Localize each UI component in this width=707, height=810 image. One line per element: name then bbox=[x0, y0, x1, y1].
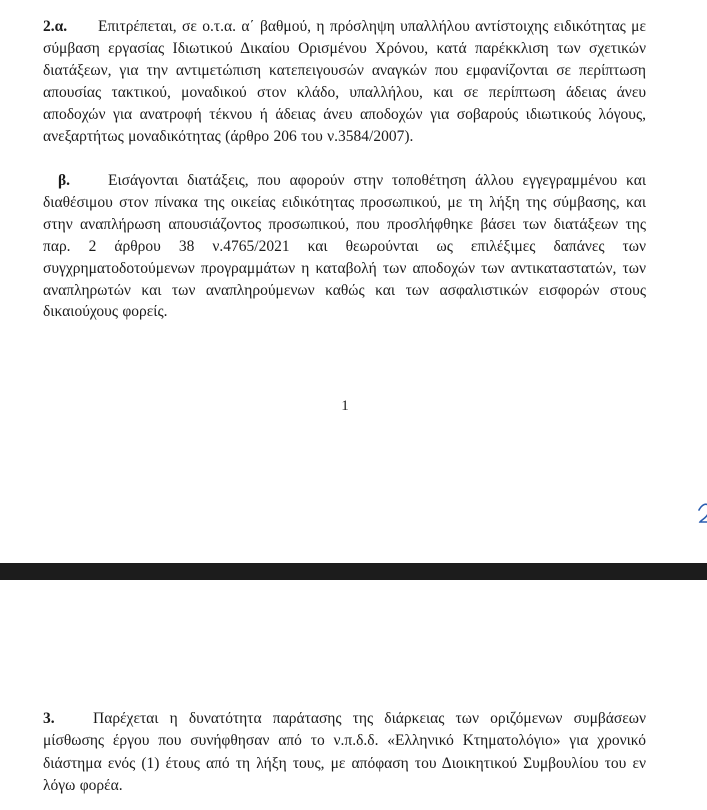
paragraph-text-3: Παρέχεται η δυνατότητα παράτασης της διάρκειας των οριζόμενων συμβάσεων μίσθωσης έργου που συνήφθησαν από το ν.π.δ.δ. «Ελληνικό Κτηματολόγιο» για χρονικό διάστημα ενός (1) έτους από τη λήξη τους, με απόφαση του Διοικητικού Συμβουλίου του εν λόγω φορέα. bbox=[43, 710, 646, 794]
document-page-2 bbox=[0, 580, 707, 810]
paragraph-number-2a: 2.α. bbox=[43, 18, 68, 35]
handwritten-margin-mark-icon bbox=[697, 496, 707, 526]
paragraph-text-b: Εισάγονται διατάξεις, που αφορούν στην τοποθέτηση άλλου εγγεγραμμένου και διαθέσιμου στον πίνακα της οικείας ειδικότητας προσωπικού, με τη λήξη της σύμβασης, και στην αναπλήρωση απουσιάζοντος προσωπικού, που προσλήφθηκε βάσει των διατάξεων της παρ. 2 άρθρου 38 ν.4765/2021 και θεωρούνται ως επιλέξιμες δαπάνες των συγχρηματοδοτούμενων προγραμμάτων η καταβολή των αποδοχών των αντικαταστατών, των αναπληρωτών και των αναπληρούμενων καθώς και των ασφαλιστικών εισφορών στους δικαιούχους φορείς. bbox=[43, 172, 646, 321]
paragraph-number-b: β. bbox=[58, 172, 71, 189]
page-number: 1 bbox=[341, 398, 349, 414]
paragraph-3 bbox=[43, 708, 646, 797]
paragraph-number-3: 3. bbox=[43, 710, 55, 727]
paragraph-2a bbox=[43, 16, 646, 147]
paragraph-text-2a: Επιτρέπεται, σε ο.τ.α. α΄ βαθμού, η πρόσληψη υπαλλήλου αντίστοιχης ειδικότητας με σύμβαση εργασίας Ιδιωτικού Δικαίου Ορισμένου Χρόνου, κατά παρέκκλιση των σχετικών διατάξεων, για την αντιμετώπιση κατεπειγουσών αναγκών που εμφανίζονται σε περίπτωση απουσίας τακτικού, μοναδικού στον κλάδο, υπαλλήλου, και σε περίπτωση άδειας άνευ αποδοχών για ανατροφή τέκνου ή άδειας άνευ αποδοχών για σοβαρούς ιδιωτικούς λόγους, ανεξαρτήτως μοναδικότητας (άρθρο 206 του ν.3584/2007). bbox=[43, 18, 646, 145]
paragraph-b bbox=[43, 170, 646, 323]
page-separator bbox=[0, 563, 707, 580]
